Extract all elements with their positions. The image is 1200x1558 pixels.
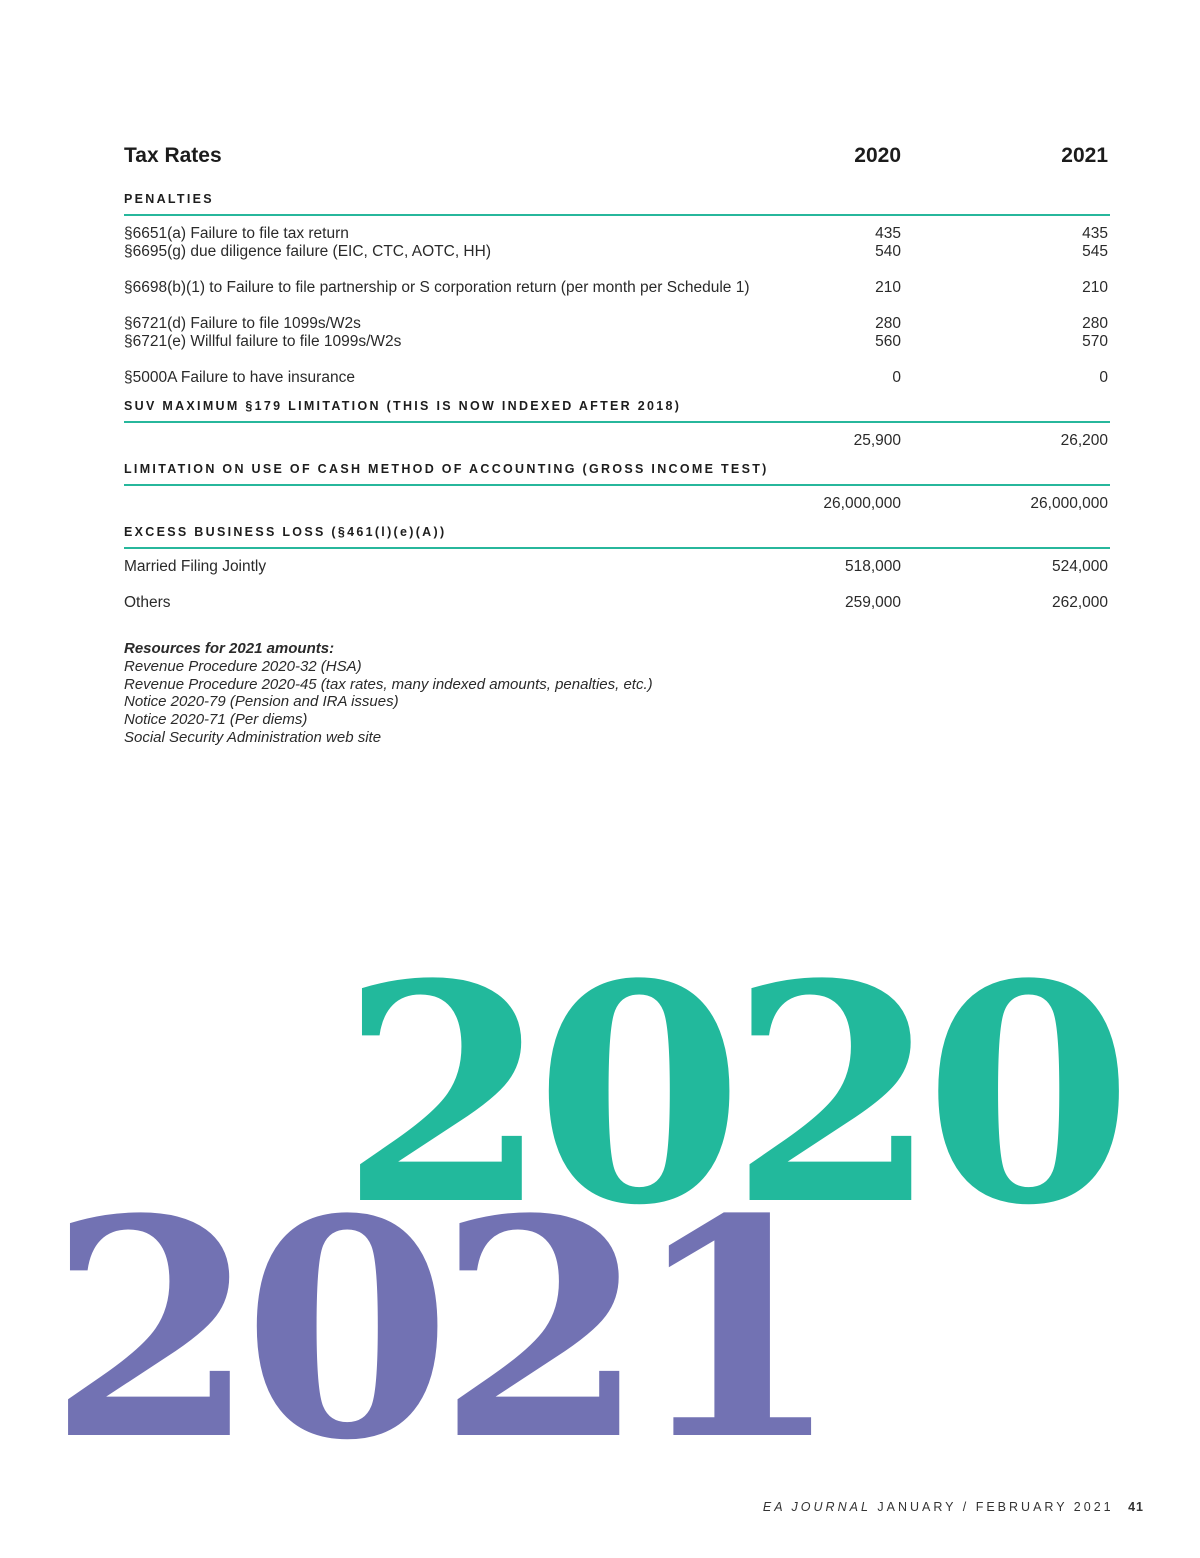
column-header-2021: 2021 <box>1061 144 1108 167</box>
row-group <box>124 315 1110 351</box>
row-label: §6651(a) Failure to file tax return <box>124 225 349 242</box>
table-title: Tax Rates <box>124 144 222 167</box>
table-row <box>124 432 1110 450</box>
value-2021: 280 <box>1082 315 1108 332</box>
row-group <box>124 495 1110 513</box>
value-2020: 210 <box>875 279 901 296</box>
section-rows <box>124 549 1110 612</box>
resource-item: Notice 2020-71 (Per diems) <box>124 711 308 729</box>
footer-issue: JANUARY / FEBRUARY 2021 <box>877 1500 1114 1514</box>
tax-rates-table <box>124 140 1110 747</box>
value-2020: 560 <box>875 333 901 350</box>
table-row <box>124 495 1110 513</box>
row-label: Married Filing Jointly <box>124 558 267 575</box>
footer-journal: EA JOURNAL <box>762 1500 871 1514</box>
resource-item: Notice 2020-79 (Pension and IRA issues) <box>124 693 399 711</box>
section-rows <box>124 486 1110 513</box>
row-group <box>124 594 1110 612</box>
table-header <box>124 140 1110 174</box>
value-2020: 26,000,000 <box>823 495 901 512</box>
row-label: §6721(e) Willful failure to file 1099s/W2s <box>124 333 402 350</box>
page-footer <box>763 1500 1144 1514</box>
value-2020: 540 <box>875 243 901 260</box>
row-label: §6698(b)(1) to Failure to file partnership or S corporation return (per month per Schedule 1) <box>124 279 750 296</box>
section-heading: LIMITATION ON USE OF CASH METHOD OF ACCOUNTING (GROSS INCOME TEST) <box>124 462 1110 486</box>
table-row <box>124 225 1110 243</box>
row-group <box>124 558 1110 576</box>
big-year-2021: 2021 <box>48 1153 827 1506</box>
value-2020: 259,000 <box>844 594 901 611</box>
section-heading: EXCESS BUSINESS LOSS (§461(l)(e)(A)) <box>124 525 1110 549</box>
value-2020: 435 <box>875 225 901 242</box>
big-year-2020: 2020 <box>340 918 1119 1271</box>
value-2021: 26,200 <box>1060 432 1108 449</box>
row-group <box>124 369 1110 387</box>
resources-list <box>124 658 1110 747</box>
row-group <box>124 432 1110 450</box>
table-row <box>124 315 1110 333</box>
value-2021: 524,000 <box>1051 558 1108 575</box>
page-number: 41 <box>1128 1500 1144 1514</box>
table-row <box>124 279 1110 297</box>
value-2021: 26,000,000 <box>1030 495 1108 512</box>
row-label: §6695(g) due diligence failure (EIC, CTC, AOTC, HH) <box>124 243 491 260</box>
resource-item: Revenue Procedure 2020-32 (HSA) <box>124 657 362 675</box>
value-2021: 435 <box>1082 225 1108 242</box>
row-label: Others <box>124 594 171 611</box>
table-sections <box>124 192 1110 612</box>
table-row <box>124 558 1110 576</box>
resource-item: Social Security Administration web site <box>124 728 382 746</box>
section-heading: SUV MAXIMUM §179 LIMITATION (THIS IS NOW INDEXED AFTER 2018) <box>124 399 1110 423</box>
value-2020: 25,900 <box>853 432 901 449</box>
section-heading: PENALTIES <box>124 192 1110 216</box>
table-row <box>124 369 1110 387</box>
row-group <box>124 225 1110 261</box>
row-label: §6721(d) Failure to file 1099s/W2s <box>124 315 361 332</box>
table-row <box>124 333 1110 351</box>
row-label: §5000A Failure to have insurance <box>124 369 355 386</box>
value-2020: 0 <box>892 369 901 386</box>
value-2021: 262,000 <box>1051 594 1108 611</box>
section-rows <box>124 216 1110 387</box>
value-2021: 570 <box>1082 333 1108 350</box>
value-2020: 280 <box>875 315 901 332</box>
value-2020: 518,000 <box>844 558 901 575</box>
resources-title: Resources for 2021 amounts: <box>124 640 335 657</box>
resource-item: Revenue Procedure 2020-45 (tax rates, many indexed amounts, penalties, etc.) <box>124 675 653 693</box>
value-2021: 210 <box>1082 279 1108 296</box>
section-rows <box>124 423 1110 450</box>
resources-block <box>124 640 1110 747</box>
column-header-2020: 2020 <box>854 144 901 167</box>
table-row <box>124 243 1110 261</box>
value-2021: 0 <box>1099 369 1108 386</box>
table-row <box>124 594 1110 612</box>
row-group <box>124 279 1110 297</box>
value-2021: 545 <box>1082 243 1108 260</box>
